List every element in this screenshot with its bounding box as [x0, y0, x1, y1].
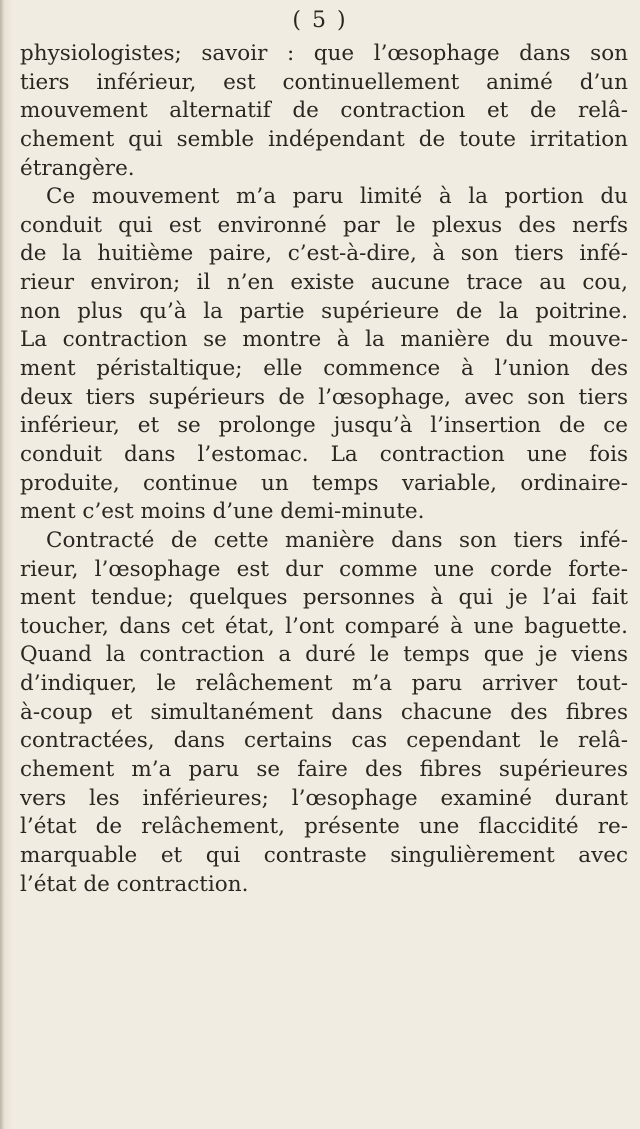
text-line: ment c’est moins d’une demi-minute. — [20, 499, 425, 525]
page-number: ( 5 ) — [292, 8, 348, 33]
text-line: non plus qu’à la partie supérieure de la poitrine. — [20, 298, 628, 324]
text-line: conduit qui est environné par le plexus des nerfs — [20, 212, 628, 238]
text-line: mouvement alternatif de contraction et de relâ- — [20, 98, 628, 124]
text-line: inférieur, et se prolonge jusqu’à l’insertion de ce — [20, 413, 628, 439]
text-line: produite, continue un temps variable, ordinaire- — [20, 470, 628, 496]
body-text — [20, 40, 628, 899]
text-line: Ce mouvement m’a paru limité à la portion du — [46, 184, 628, 210]
text-line: Contracté de cette manière dans son tiers infé- — [46, 527, 628, 553]
text-line: deux tiers supérieurs de l’œsophage, avec son tiers — [20, 384, 628, 410]
text-line: à-coup et simultanément dans chacune des fibres — [20, 699, 628, 725]
text-line: toucher, dans cet état, l’ont comparé à une baguette. — [20, 613, 628, 639]
text-line: La contraction se montre à la manière du mouve- — [20, 327, 628, 353]
text-line: physiologistes; savoir : que l’œsophage dans son — [20, 41, 628, 66]
text-line: chement m’a paru se faire des fibres supérieures — [20, 757, 628, 783]
text-line: tiers inférieur, est continuellement animé d’un — [20, 69, 628, 95]
text-line: ment tendue; quelques personnes à qui je l’ai fait — [20, 585, 628, 611]
text-line: d’indiquer, le relâchement m’a paru arriver tout- — [20, 671, 628, 697]
text-line: l’état de contraction. — [20, 871, 249, 897]
page-gutter-shadow — [0, 0, 4, 1129]
text-line: ment péristaltique; elle commence à l’union des — [20, 356, 628, 382]
text-line: vers les inférieures; l’œsophage examiné durant — [20, 785, 628, 811]
text-line: l’état de relâchement, présente une flaccidité re- — [20, 814, 628, 840]
text-line: de la huitième paire, c’est-à-dire, à son tiers infé- — [20, 241, 628, 267]
text-line: rieur environ; il n’en existe aucune trace au cou, — [20, 270, 628, 296]
text-line: contractées, dans certains cas cependant le relâ- — [20, 728, 628, 754]
text-line: étrangère. — [20, 155, 135, 181]
text-line: marquable et qui contraste singulièrement avec — [20, 842, 628, 868]
text-line: chement qui semble indépendant de toute irritation — [20, 126, 628, 152]
text-line: conduit dans l’estomac. La contraction une fois — [20, 441, 628, 467]
text-line: Quand la contraction a duré le temps que je viens — [20, 642, 628, 668]
text-line: rieur, l’œsophage est dur comme une corde forte- — [20, 556, 628, 582]
